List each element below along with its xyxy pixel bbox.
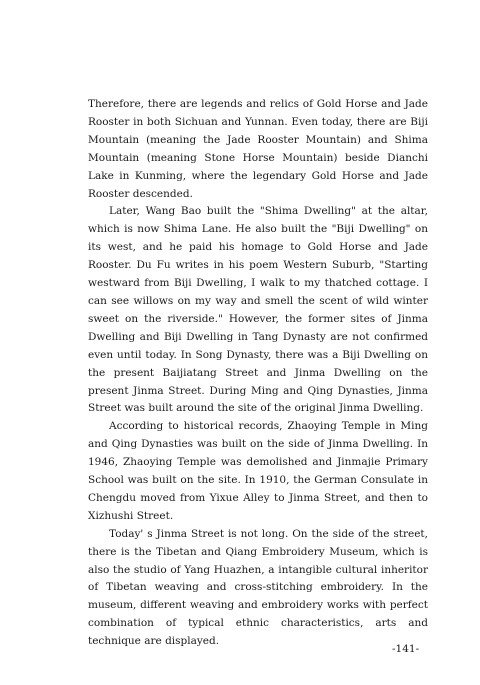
page-number: -141-: [392, 643, 420, 655]
paragraph-1: Therefore, there are legends and relics of Gold Horse and Jade Rooster in both Sichuan and Yunnan. Even today, there are Biji Mountain (meaning the Jade Rooster Mountain) and Shima Mountain (meaning Stone Horse Mountain) beside Dianchi Lake in Kunming, where the legendary Gold Horse and Jade Rooster descended.: [88, 98, 428, 200]
paragraph-4: Today' s Jinma Street is not long. On the side of the street, there is the Tibetan and Qiang Embroidery Museum, which is also the studio of Yang Huazhen, a intangible cultural inheritor of Tibetan weaving and cross-stitching embroidery. In the museum, different weaving and embroidery works with perfect combination of typical ethnic characteristics, arts and technique are displayed.: [88, 527, 428, 648]
paragraph-2: Later, Wang Bao built the "Shima Dwelling" at the altar, which is now Shima Lane. He also built the "Biji Dwelling" on its west, and he paid his homage to Gold Horse and Jade Rooster. Du Fu writes in his poem Western Suburb, "Starting westward from Biji Dwelling, I walk to my thatched cottage. I can see willows on my way and smell the scent of wild winter sweet on the riverside." However, the former sites of Jinma Dwelling and Biji Dwelling in Tang Dynasty are not confirmed even until today. In Song Dynasty, there was a Biji Dwelling on the present Baijiatang Street and Jinma Dwelling on the present Jinma Street. During Ming and Qing Dynasties, Jinma Street was built around the site of the original Jinma Dwelling.: [88, 205, 428, 415]
body-text: [88, 96, 428, 651]
paragraph-3: According to historical records, Zhaoying Temple in Ming and Qing Dynasties was built on the side of Jinma Dwelling. In 1946, Zhaoying Temple was demolished and Jinmajie Primary School was built on the site. In 1910, the German Consulate in Chengdu moved from Yixue Alley to Jinma Street, and then to Xizhushi Street.: [88, 420, 428, 522]
